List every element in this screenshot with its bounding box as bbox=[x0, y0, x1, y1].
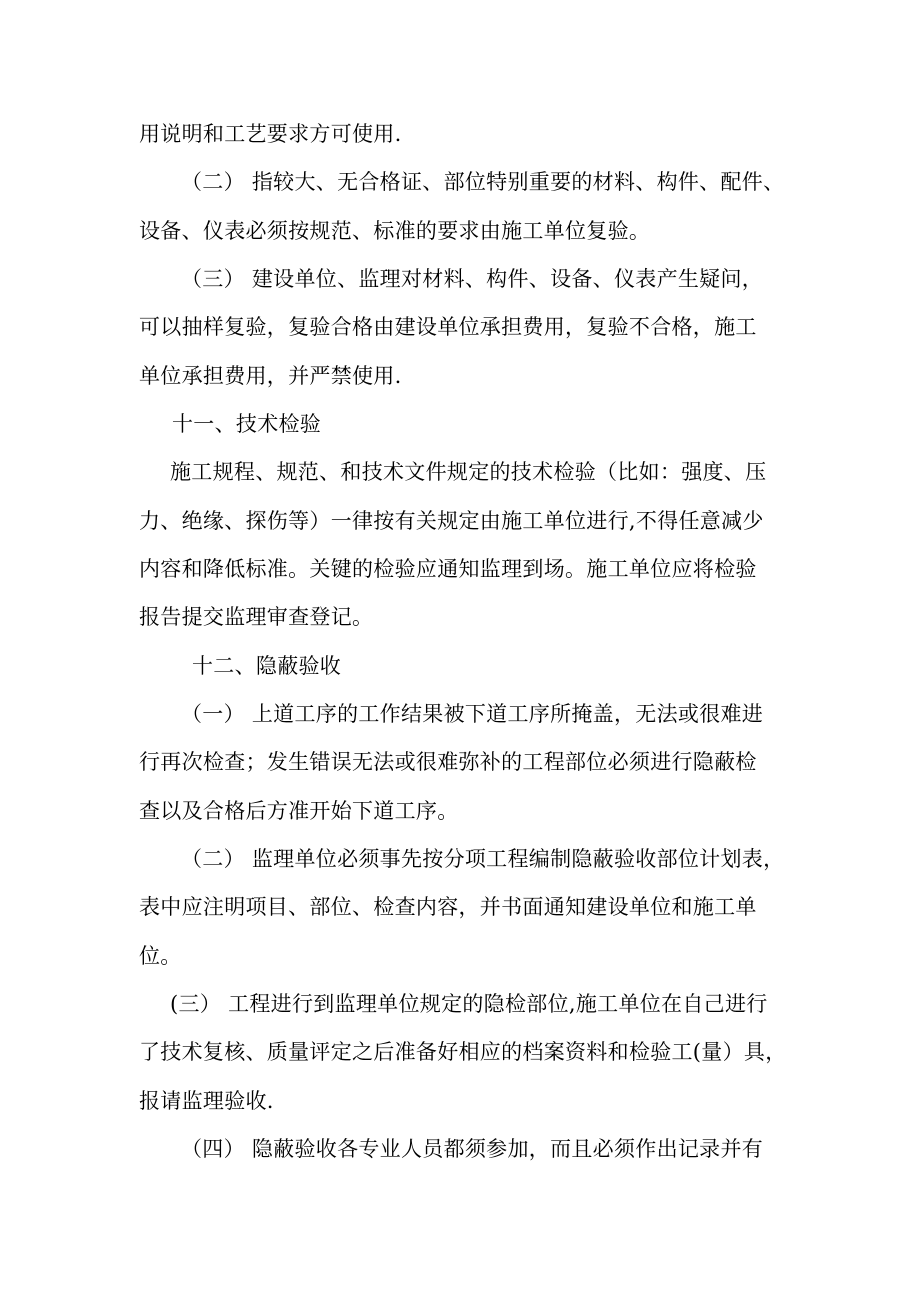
text-line: 设备、仪表必须按规范、标准的要求由施工单位复验。 bbox=[139, 219, 651, 243]
text-line: 报请监理验收. bbox=[139, 1089, 274, 1113]
text-line: 力、绝缘、探伤等）一律按有关规定由施工单位进行,不得任意减少 bbox=[139, 509, 764, 533]
text-line: （二） 监理单位必须事先按分项工程编制隐蔽验收部位计划表， bbox=[181, 847, 785, 871]
text-line: （三） 建设单位、监理对材料、构件、设备、仪表产生疑问， bbox=[181, 267, 764, 291]
text-line: 行再次检查；发生错误无法或很难弥补的工程部位必须进行隐蔽检 bbox=[139, 750, 757, 774]
text-line: （四） 隐蔽验收各专业人员都须参加，而且必须作出记录并有 bbox=[181, 1137, 764, 1161]
text-line: （一） 上道工序的工作结果被下道工序所掩盖，无法或很难进 bbox=[181, 702, 764, 726]
section-heading: 十一、技术检验 bbox=[172, 412, 322, 436]
text-line: 查以及合格后方准开始下道工序。 bbox=[139, 799, 459, 823]
text-line: 施工规程、规范、和技术文件规定的技术检验（比如：强度、压 bbox=[170, 460, 767, 484]
text-line: 可以抽样复验，复验合格由建设单位承担费用，复验不合格，施工 bbox=[139, 315, 757, 339]
text-line: 报告提交监理审查登记。 bbox=[139, 605, 374, 629]
text-line: 内容和降低标准。关键的检验应通知监理到场。施工单位应将检验 bbox=[139, 557, 757, 581]
text-line: 了技术复核、质量评定之后准备好相应的档案资料和检验工(量）具， bbox=[139, 1040, 787, 1064]
text-line: (三） 工程进行到监理单位规定的隐检部位,施工单位在自己进行 bbox=[170, 992, 768, 1016]
text-line: （二） 指较大、无合格证、部位特别重要的材料、构件、配件、 bbox=[181, 170, 785, 194]
text-line: 位。 bbox=[139, 944, 182, 968]
text-line: 单位承担费用，并严禁使用. bbox=[139, 364, 402, 388]
text-line: 用说明和工艺要求方可使用. bbox=[139, 122, 402, 146]
text-line: 表中应注明项目、部位、检查内容，并书面通知建设单位和施工单 bbox=[139, 895, 757, 919]
section-heading: 十二、隐蔽验收 bbox=[192, 654, 342, 678]
